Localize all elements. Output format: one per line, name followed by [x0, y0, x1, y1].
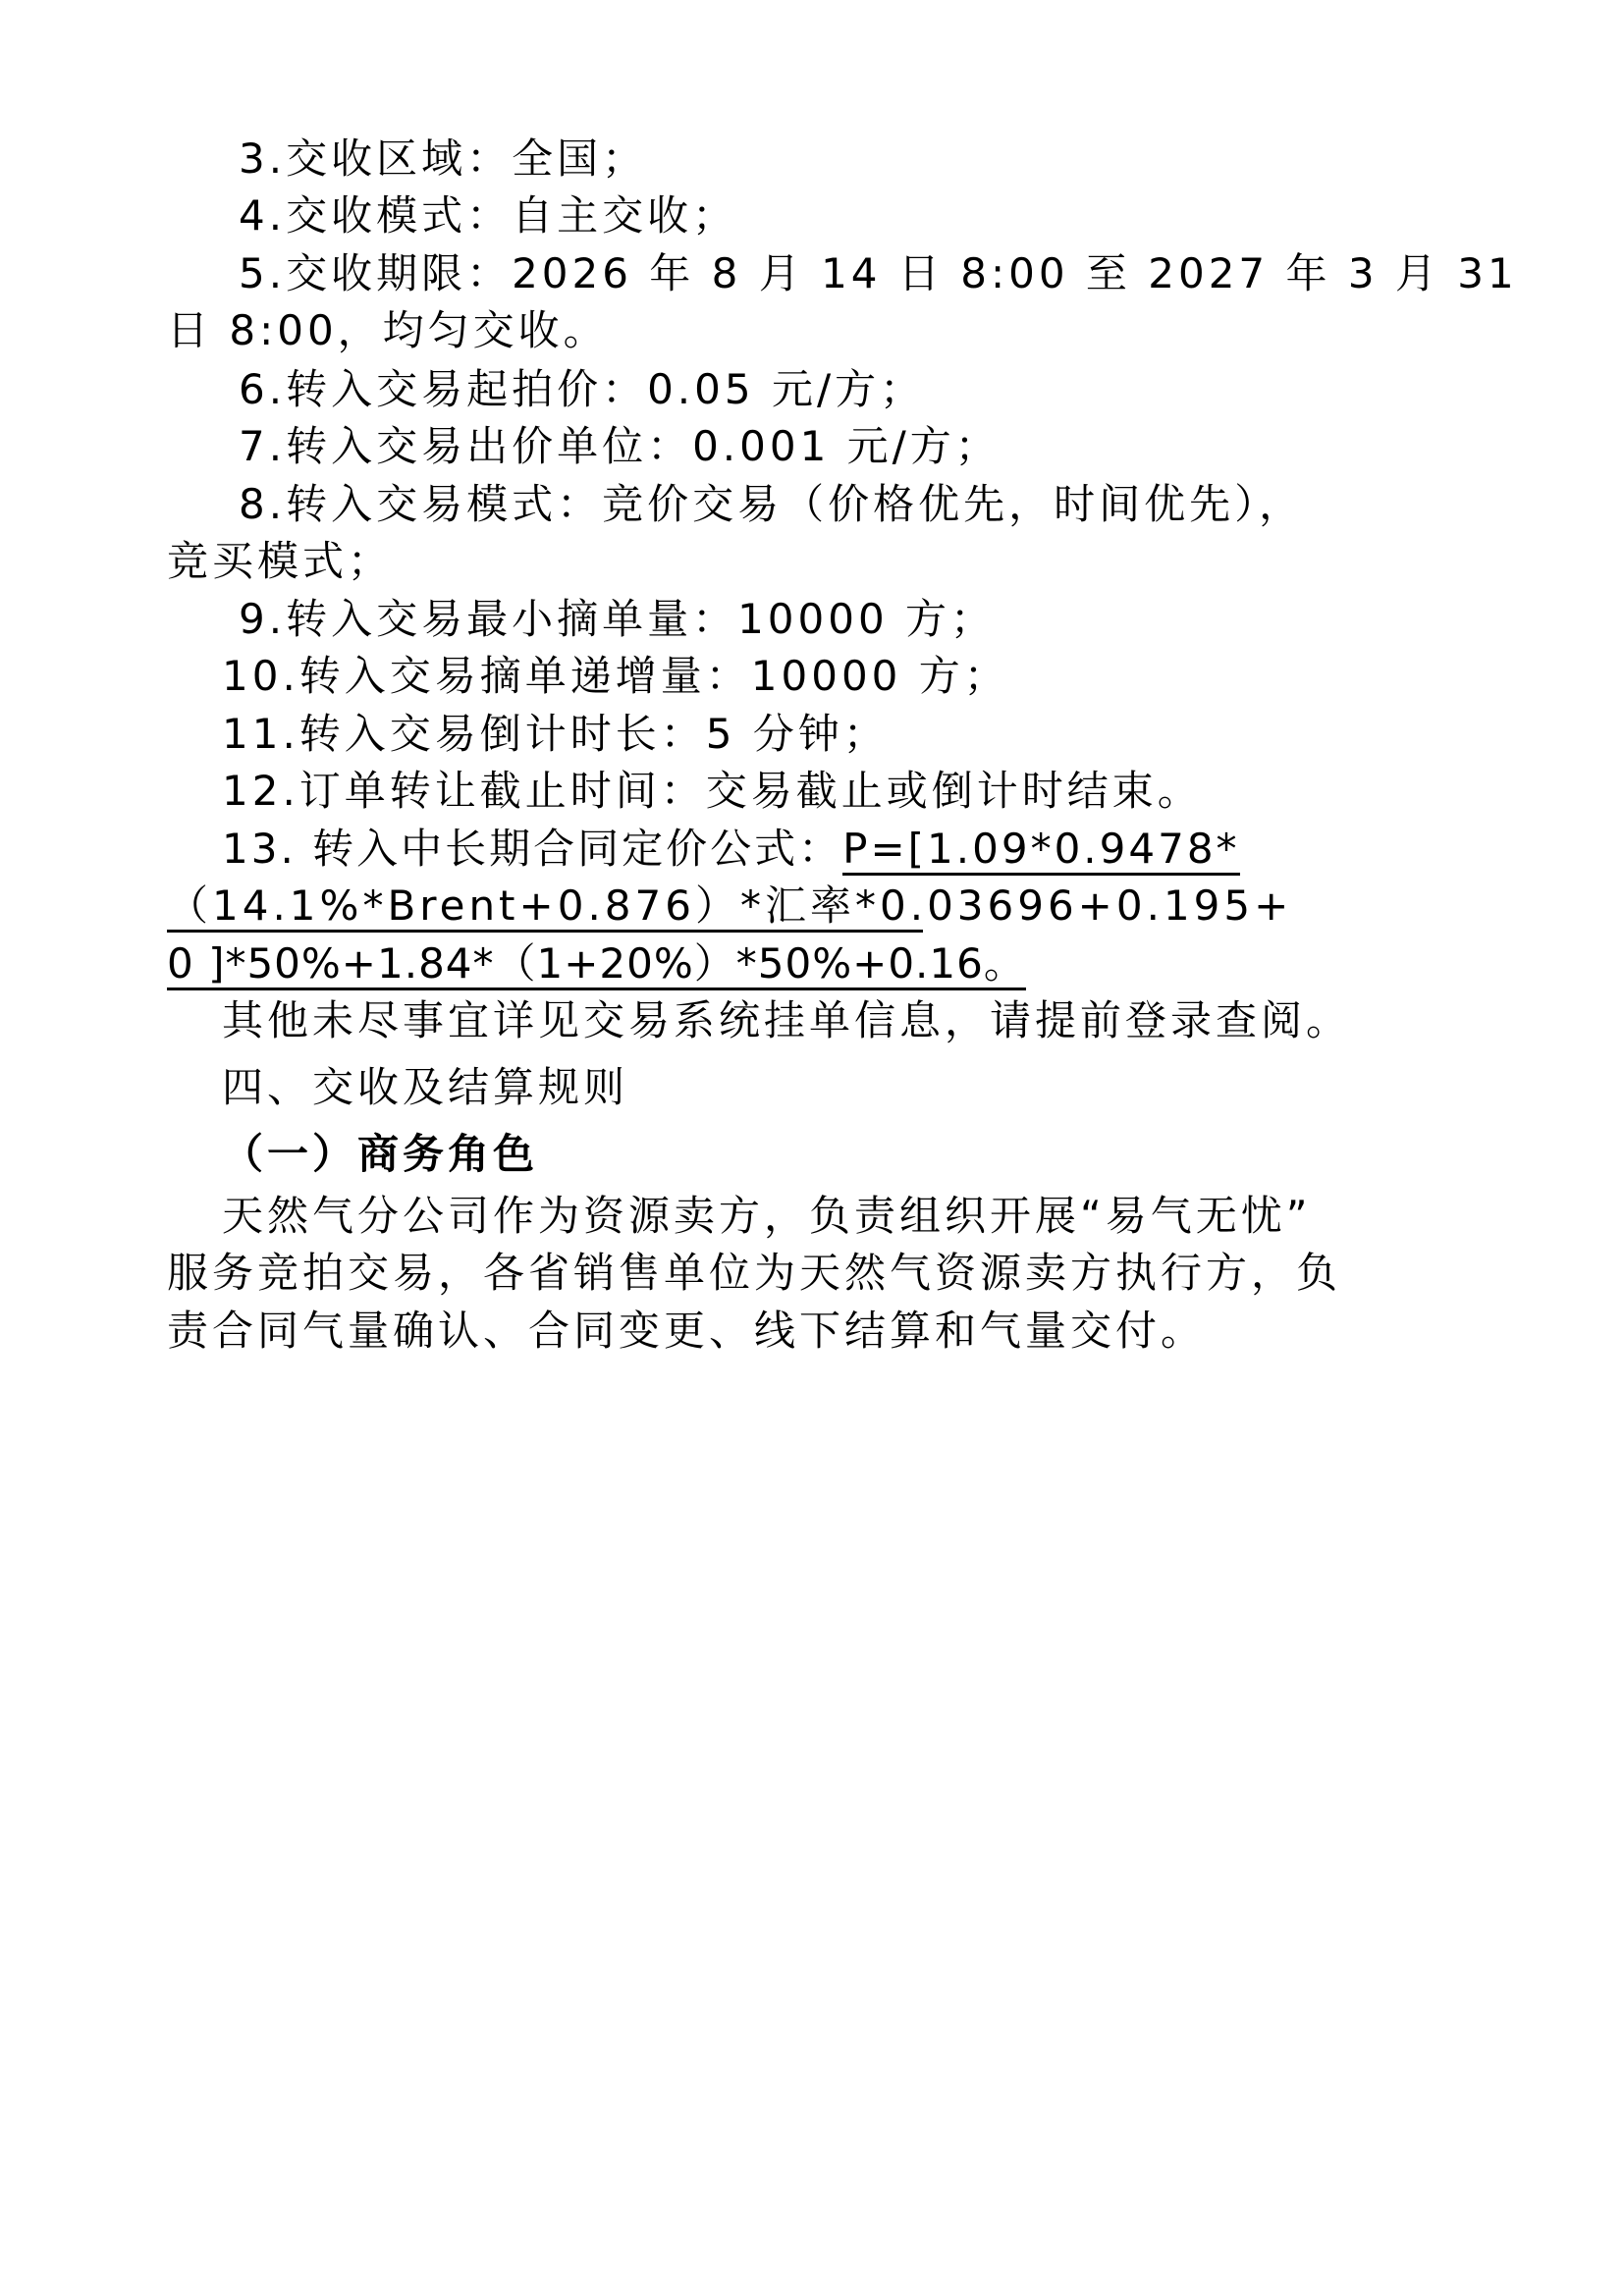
item-7-bid-unit: 7.转入交易出价单位：0.001 元/方； — [239, 422, 1001, 470]
formula-token-close-paren: ） — [694, 881, 740, 930]
item-3-delivery-region: 3.交收区域：全国； — [239, 134, 648, 183]
pricing-formula-part-3 — [167, 934, 1026, 993]
pricing-formula-part-1: P=[1.09*0.9478* — [842, 825, 1239, 876]
formula-token-hui: 汇 — [764, 881, 810, 930]
formula-token-plus: + — [1254, 881, 1293, 930]
item-10-pick-increment: 10.转入交易摘单递增量：10000 方； — [222, 652, 1009, 700]
formula-token-open-paren: （ — [167, 881, 213, 930]
item-8-trade-mode: 8.转入交易模式：竞价交易（价格优先，时间优先）， — [239, 480, 1305, 528]
item-5-delivery-period-cont: 日 8:00，均匀交收。 — [167, 306, 609, 354]
formula-token-factor: *0.03696+ — [855, 881, 1116, 930]
item-6-start-price: 6.转入交易起拍价：0.05 元/方； — [239, 365, 926, 413]
item-5-delivery-period — [239, 244, 1518, 303]
item-11-countdown: 11.转入交易倒计时长：5 分钟； — [222, 710, 889, 758]
subsection-heading-business-roles: （一）商务角色 — [222, 1130, 539, 1178]
formula-token-brent: 14.1%*Brent+0.876 — [212, 881, 695, 930]
formula-token-constant: 0.195 — [1115, 881, 1255, 930]
item-13-label: 13. 转入中长期合同定价公式： — [222, 825, 843, 873]
item-13-pricing-formula — [222, 820, 1240, 879]
business-roles-paragraph-line-1 — [222, 1187, 1312, 1246]
formula-token-multiply: * — [739, 881, 765, 930]
pricing-formula-part-2 — [167, 877, 1293, 933]
business-roles-text-1: 天然气分公司作为资源卖方，负责组织开展“易气无忧” — [222, 1192, 1312, 1240]
pricing-formula-part-3-text: 0 ]*50%+1.84*（1+20%）*50%+0.16。 — [167, 939, 1026, 990]
business-roles-paragraph-line-2 — [167, 1244, 1342, 1303]
formula-token-lv: 率 — [809, 881, 855, 930]
item-4-delivery-mode: 4.交收模式：自主交收； — [239, 191, 738, 240]
section-heading-delivery-settlement: 四、交收及结算规则 — [222, 1063, 629, 1111]
other-matters-note: 其他未尽事宜详见交易系统挂单信息，请提前登录查阅。 — [222, 996, 1352, 1044]
business-roles-paragraph-line-3: 责合同气量确认、合同变更、线下结算和气量交付。 — [167, 1307, 1207, 1355]
item-8-trade-mode-cont: 竞买模式； — [167, 537, 394, 585]
item-9-min-pick-volume: 9.转入交易最小摘单量：10000 方； — [239, 595, 997, 643]
item-12-transfer-deadline: 12.订单转让截止时间：交易截止或倒计时结束。 — [222, 767, 1203, 815]
business-roles-text-2: 服务竞拍交易，各省销售单位为天然气资源卖方执行方，负 — [167, 1249, 1342, 1297]
item-5-text: 5.交收期限：2026 年 8 月 14 日 8:00 至 2027 年 3 月 31 — [239, 249, 1518, 297]
